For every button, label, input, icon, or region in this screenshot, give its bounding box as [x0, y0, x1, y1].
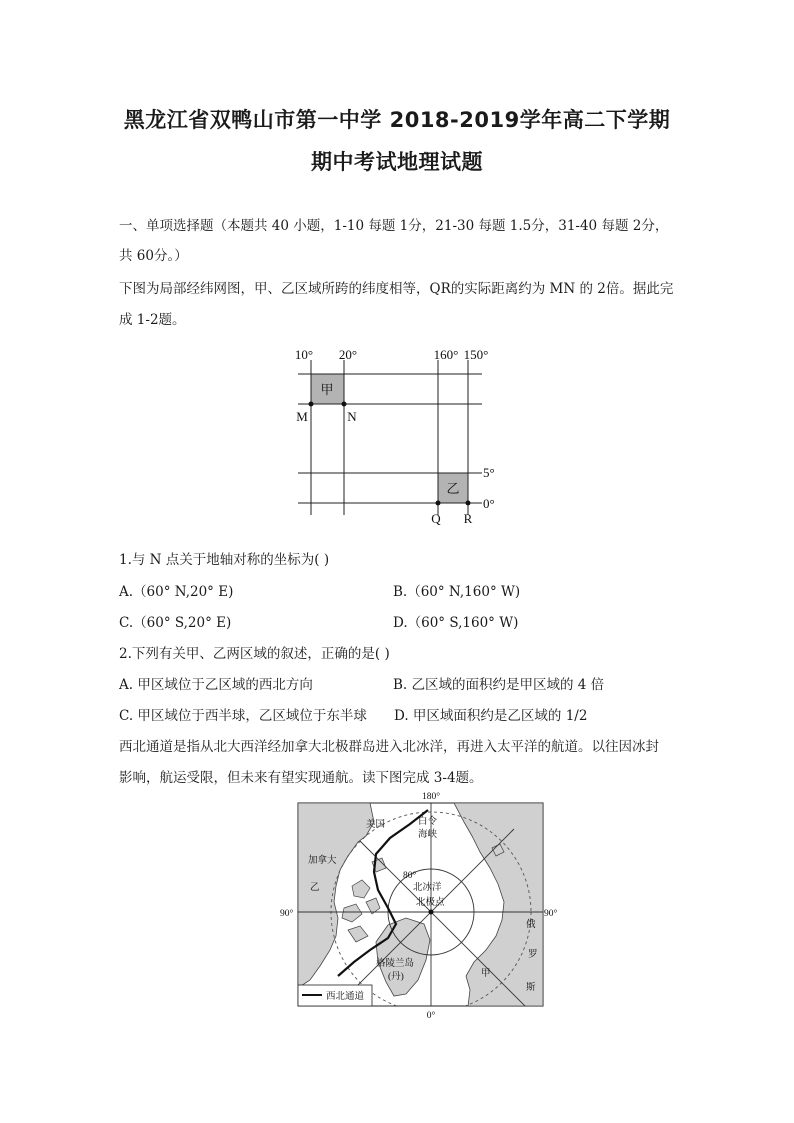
- point-r: [466, 501, 471, 506]
- question-1-option-a: A.（60° N,20° E): [119, 584, 234, 600]
- point-label-m: M: [296, 409, 308, 424]
- section-heading-line-1: 一、单项选择题（本题共 40 小题，1-10 每题 1分，21-30 每题 1.5分，31-40 每题 2分，: [119, 218, 669, 234]
- lon-label-160: 160°: [433, 347, 459, 362]
- label-russia-2: 罗: [528, 950, 538, 960]
- question-2-option-c: C. 甲区域位于西半球，乙区域位于东半球: [119, 708, 367, 724]
- question-1-option-b: B.（60° N,160° W): [393, 584, 521, 600]
- title-line-2: 期中考试地理试题: [311, 150, 483, 174]
- region-label-yi: 乙: [446, 481, 460, 496]
- label-greenland: 格陵兰岛: [376, 959, 415, 969]
- label-russia-3: 斯: [526, 983, 536, 993]
- label-canada: 加拿大: [308, 856, 337, 866]
- question-1-stem: 1.与 N 点关于地轴对称的坐标为( ): [119, 552, 330, 568]
- question-2-option-a: A. 甲区域位于乙区域的西北方向: [119, 677, 313, 693]
- label-arctic-ocean: 北冰洋: [413, 883, 442, 893]
- lon-label-90-west: 90°: [280, 909, 294, 919]
- question-1-option-c: C.（60° S,20° E): [119, 615, 232, 631]
- intro-q3-4-line-1: 西北通道是指从北大西洋经加拿大北极群岛进入北冰洋，再进入太平洋的航道。以往因冰封: [119, 739, 659, 755]
- lon-label-0: 0°: [426, 1011, 436, 1021]
- question-2-option-d: D. 甲区域面积约是乙区域的 1/2: [394, 708, 588, 724]
- label-bering-1: 白令: [418, 817, 438, 827]
- lon-label-180: 180°: [421, 792, 441, 802]
- label-usa: 美国: [366, 820, 386, 830]
- lon-label-20: 20°: [338, 347, 358, 362]
- lat-label-5: 5°: [483, 465, 495, 480]
- graticule-figure: [290, 342, 510, 532]
- section-heading-line-2: 共 60分。）: [119, 248, 188, 264]
- point-label-n: N: [347, 409, 357, 424]
- intro-q3-4-line-2: 影响，航运受限，但未来有望实现通航。读下图完成 3-4题。: [119, 770, 483, 786]
- intro-q1-2-line-1: 下图为局部经纬网图，甲、乙区域所跨的纬度相等，QR的实际距离约为 MN 的 2倍。据此完: [119, 281, 674, 297]
- label-north-pole: 北极点: [416, 898, 445, 908]
- point-q: [436, 501, 441, 506]
- question-2-stem: 2.下列有关甲、乙两区域的叙述，正确的是( ): [119, 646, 390, 662]
- question-2-option-b: B. 乙区域的面积约是甲区域的 4 倍: [393, 677, 605, 693]
- label-bering-2: 海峡: [418, 830, 438, 840]
- lon-label-10: 10°: [294, 347, 314, 362]
- arctic-map-figure: [278, 790, 558, 1022]
- legend-label: 西北通道: [326, 992, 365, 1002]
- label-lat-80: 80°: [403, 871, 417, 881]
- label-greenland-country: (丹): [388, 972, 404, 982]
- north-pole-point: [429, 910, 434, 915]
- label-jia: 甲: [481, 969, 491, 979]
- label-yi: 乙: [310, 883, 320, 893]
- lon-label-150: 150°: [463, 347, 489, 362]
- lat-label-0: 0°: [483, 496, 495, 511]
- lon-label-90-east: 90°: [544, 909, 558, 919]
- point-m: [309, 402, 314, 407]
- region-label-jia: 甲: [320, 382, 334, 397]
- label-russia-1: 俄: [526, 920, 536, 930]
- intro-q1-2-line-2: 成 1-2题。: [119, 312, 186, 328]
- point-label-q: Q: [431, 511, 441, 526]
- title-line-1: 黑龙江省双鸭山市第一中学 2018-2019学年高二下学期: [123, 108, 671, 132]
- question-1-option-d: D.（60° S,160° W): [393, 615, 519, 631]
- point-label-r: R: [463, 511, 473, 526]
- point-n: [342, 402, 347, 407]
